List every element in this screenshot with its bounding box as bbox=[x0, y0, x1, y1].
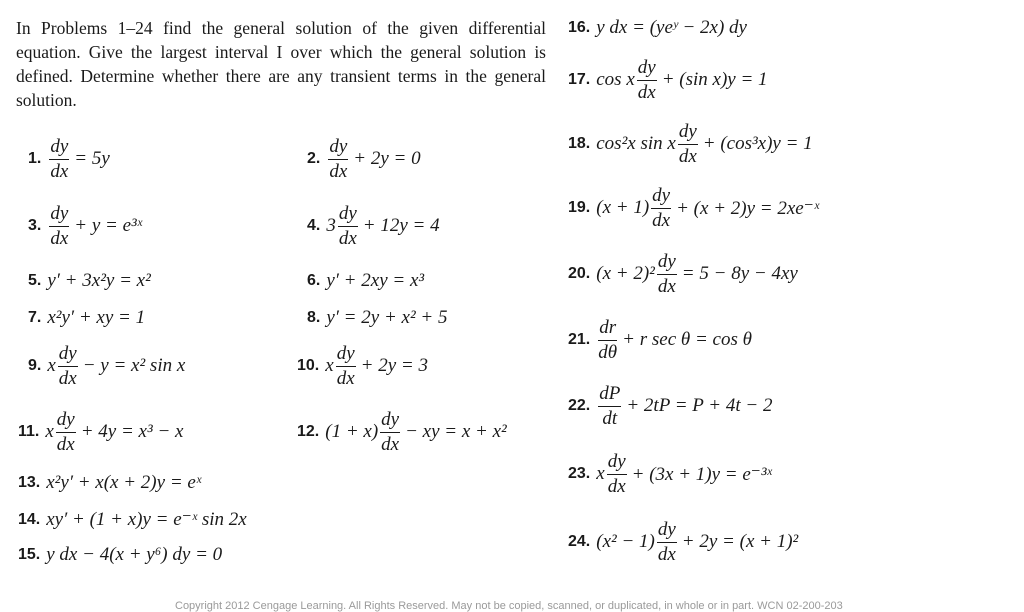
equation-prefix: x bbox=[325, 355, 334, 376]
derivative-fraction bbox=[58, 344, 78, 388]
fraction-denominator: dx bbox=[58, 368, 77, 389]
problem-number: 7. bbox=[28, 309, 42, 326]
equation-rest: = 5y bbox=[74, 148, 110, 169]
fraction-numerator: dy bbox=[58, 344, 78, 367]
fraction-denominator: dx bbox=[652, 210, 671, 231]
problem-number: 3. bbox=[28, 217, 42, 234]
fraction-numerator: dy bbox=[49, 137, 69, 160]
fraction-denominator: dx bbox=[338, 228, 357, 249]
equation-rest: + 2y = (x + 1)² bbox=[681, 531, 799, 552]
equation-prefix: x bbox=[596, 463, 605, 484]
problem-number: 12. bbox=[297, 423, 320, 440]
problem-2 bbox=[307, 137, 421, 181]
problem-17 bbox=[568, 58, 768, 102]
problem-9 bbox=[28, 344, 185, 388]
equation-rest: + (x + 2)y = 2xe⁻ˣ bbox=[676, 197, 820, 219]
equation-text: y dx − 4(x + y⁶) dy = 0 bbox=[46, 544, 223, 565]
fraction-numerator: dy bbox=[651, 186, 671, 209]
problem-19 bbox=[568, 186, 819, 230]
problem-18 bbox=[568, 122, 813, 166]
problem-11 bbox=[18, 410, 183, 454]
fraction-numerator: dy bbox=[657, 252, 677, 275]
equation-text: xy′ + (1 + x)y = e⁻ˣ sin 2x bbox=[46, 509, 247, 530]
equation-prefix: (x + 2)² bbox=[596, 263, 655, 284]
problem-number: 14. bbox=[18, 510, 41, 528]
equation-text: x²y′ + xy = 1 bbox=[47, 307, 146, 328]
problem-23 bbox=[568, 452, 772, 496]
problem-number: 1. bbox=[28, 150, 42, 167]
problem-7 bbox=[28, 307, 145, 329]
fraction-numerator: dy bbox=[380, 410, 400, 433]
equation-prefix: x bbox=[47, 355, 56, 376]
derivative-fraction bbox=[678, 122, 698, 166]
equation-rest: + (3x + 1)y = e⁻³ˣ bbox=[631, 463, 772, 485]
fraction-denominator: dx bbox=[637, 82, 656, 103]
fraction-numerator: dy bbox=[637, 58, 657, 81]
fraction-numerator: dy bbox=[678, 122, 698, 145]
problem-number: 23. bbox=[568, 465, 591, 482]
problem-number: 11. bbox=[18, 423, 40, 440]
fraction-numerator: dP bbox=[598, 384, 621, 407]
problem-number: 17. bbox=[568, 71, 591, 88]
problem-20 bbox=[568, 252, 798, 296]
equation-prefix: cos²x sin x bbox=[596, 133, 676, 154]
equation-rest: + (cos³x)y = 1 bbox=[702, 133, 813, 154]
equation-rest: − xy = x + x² bbox=[405, 421, 507, 442]
problem-4 bbox=[307, 204, 440, 248]
fraction-numerator: dy bbox=[338, 204, 358, 227]
problem-15 bbox=[18, 544, 222, 566]
problem-10 bbox=[297, 344, 428, 388]
problem-22 bbox=[568, 384, 772, 428]
equation-rest: = 5 − 8y − 4xy bbox=[681, 263, 798, 284]
equation-rest: + y = e³ˣ bbox=[74, 215, 143, 236]
derivative-fraction bbox=[49, 137, 69, 181]
derivative-fraction bbox=[637, 58, 657, 102]
fraction-numerator: dy bbox=[607, 452, 627, 475]
derivative-fraction bbox=[328, 137, 348, 181]
problem-number: 21. bbox=[568, 331, 591, 348]
fraction-numerator: dy bbox=[328, 137, 348, 160]
equation-text: y′ + 3x²y = x² bbox=[47, 270, 151, 291]
problem-6 bbox=[307, 270, 424, 292]
problem-12 bbox=[297, 410, 507, 454]
derivative-fraction bbox=[336, 344, 356, 388]
equation-rest: + (sin x)y = 1 bbox=[661, 69, 768, 90]
derivative-fraction bbox=[598, 384, 621, 428]
problem-13 bbox=[18, 472, 201, 494]
derivative-fraction bbox=[380, 410, 400, 454]
fraction-denominator: dx bbox=[50, 161, 69, 182]
problem-number: 6. bbox=[307, 272, 321, 289]
problem-number: 10. bbox=[297, 357, 320, 374]
fraction-denominator: dx bbox=[336, 368, 355, 389]
equation-rest: + r sec θ = cos θ bbox=[622, 329, 752, 350]
problem-instructions: In Problems 1–24 find the general solution of the given differential equation. Give the largest interval I over which the general solution is defined. Determine whether there are any transient terms in the general solution. bbox=[16, 18, 546, 110]
derivative-fraction bbox=[651, 186, 671, 230]
problem-number: 20. bbox=[568, 265, 591, 282]
fraction-numerator: dy bbox=[336, 344, 356, 367]
problem-16 bbox=[568, 17, 747, 39]
equation-rest: + 2tP = P + 4t − 2 bbox=[626, 395, 773, 416]
equation-rest: − y = x² sin x bbox=[82, 355, 186, 376]
fraction-denominator: dx bbox=[56, 434, 75, 455]
equation-rest: + 12y = 4 bbox=[362, 215, 440, 236]
problem-number: 24. bbox=[568, 533, 591, 550]
equation-prefix: (x² − 1) bbox=[596, 531, 655, 552]
problem-number: 9. bbox=[28, 357, 42, 374]
equation-prefix: cos x bbox=[596, 69, 635, 90]
equation-prefix: (1 + x) bbox=[325, 421, 379, 442]
problem-24 bbox=[568, 520, 798, 564]
problem-number: 5. bbox=[28, 272, 42, 289]
equation-text: x²y′ + x(x + 2)y = eˣ bbox=[46, 472, 202, 493]
equation-rest: + 4y = x³ − x bbox=[80, 421, 184, 442]
equation-prefix: 3 bbox=[326, 215, 336, 236]
problem-number: 13. bbox=[18, 474, 41, 491]
problem-number: 15. bbox=[18, 546, 41, 563]
derivative-fraction bbox=[49, 204, 69, 248]
fraction-denominator: dθ bbox=[598, 342, 618, 363]
problem-number: 18. bbox=[568, 135, 591, 152]
derivative-fraction bbox=[657, 520, 677, 564]
fraction-denominator: dx bbox=[657, 544, 676, 565]
fraction-numerator: dy bbox=[56, 410, 76, 433]
derivative-fraction bbox=[56, 410, 76, 454]
fraction-denominator: dx bbox=[678, 146, 697, 167]
fraction-numerator: dy bbox=[657, 520, 677, 543]
fraction-numerator: dy bbox=[49, 204, 69, 227]
equation-text: y′ = 2y + x² + 5 bbox=[326, 307, 448, 328]
equation-rest: + 2y = 0 bbox=[353, 148, 421, 169]
problem-14 bbox=[18, 508, 247, 531]
problem-21 bbox=[568, 318, 752, 362]
fraction-denominator: dx bbox=[381, 434, 400, 455]
problem-number: 19. bbox=[568, 199, 591, 216]
derivative-fraction bbox=[598, 318, 617, 362]
problem-number: 4. bbox=[307, 217, 321, 234]
derivative-fraction bbox=[607, 452, 627, 496]
equation-prefix: x bbox=[45, 421, 54, 442]
derivative-fraction bbox=[657, 252, 677, 296]
fraction-denominator: dx bbox=[657, 276, 676, 297]
fraction-numerator: dr bbox=[598, 318, 617, 341]
fraction-denominator: dx bbox=[607, 476, 626, 497]
problem-number: 16. bbox=[568, 19, 591, 36]
problem-3 bbox=[28, 204, 142, 248]
fraction-denominator: dt bbox=[602, 408, 618, 429]
equation-text: y′ + 2xy = x³ bbox=[326, 270, 425, 291]
problem-1 bbox=[28, 137, 110, 181]
derivative-fraction bbox=[338, 204, 358, 248]
problem-number: 22. bbox=[568, 397, 591, 414]
equation-prefix: (x + 1) bbox=[596, 197, 650, 218]
equation-text: y dx = (yeʸ − 2x) dy bbox=[596, 17, 747, 38]
problem-5 bbox=[28, 270, 151, 292]
fraction-denominator: dx bbox=[50, 228, 69, 249]
copyright-footer: Copyright 2012 Cengage Learning. All Rights Reserved. May not be copied, scanned, or duplicated, in whole or in part. WCN 02-200-203 bbox=[175, 600, 843, 612]
problem-8 bbox=[307, 307, 447, 329]
equation-rest: + 2y = 3 bbox=[360, 355, 428, 376]
problem-number: 2. bbox=[307, 150, 321, 167]
problem-number: 8. bbox=[307, 309, 321, 326]
fraction-denominator: dx bbox=[329, 161, 348, 182]
